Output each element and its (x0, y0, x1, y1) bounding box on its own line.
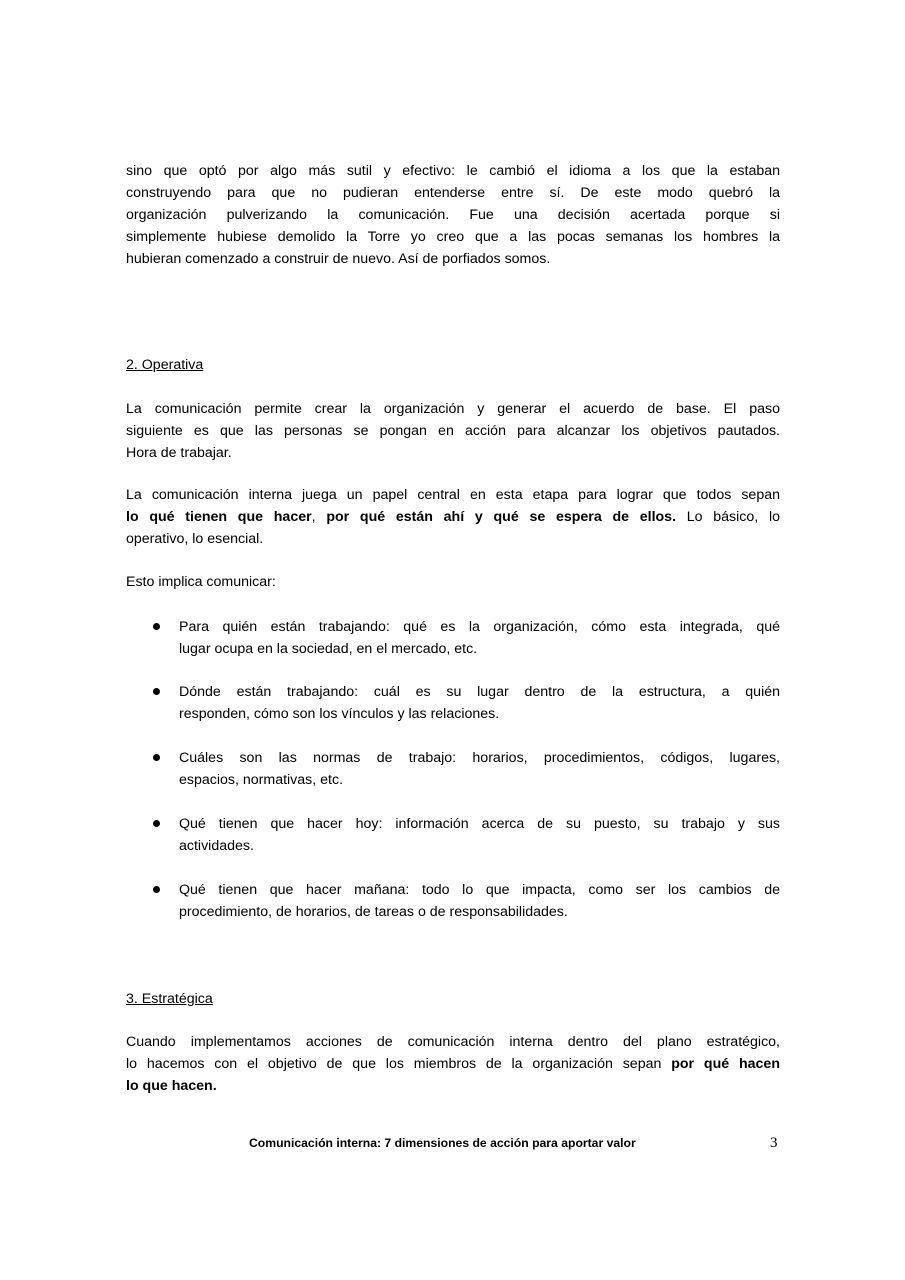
text-line (126, 182, 780, 204)
text-segment: La comunicación permite crear la organización y generar el acuerdo de base. El paso (126, 401, 780, 417)
text-segment: Dónde están trabajando: cuál es su lugar dentro de la estructura, a quién (179, 684, 780, 700)
text-segment: Para quién están trabajando: qué es la organización, cómo esta integrada, qué (179, 619, 780, 635)
text-line (126, 160, 780, 182)
text-line (126, 420, 780, 442)
bold-text: lo qué tienen que hacer (126, 509, 312, 525)
text-line (126, 1053, 780, 1075)
text-segment: simplemente hubiese demolido la Torre yo creo que a las pocas semanas los hombres la (126, 229, 780, 245)
text-segment: Cuando implementamos acciones de comunicación interna dentro del plano estratégico, (126, 1034, 780, 1050)
bullet-icon (153, 623, 160, 630)
text-segment: sino que optó por algo más sutil y efectivo: le cambió el idioma a los que la estaban (126, 163, 780, 179)
text-line (126, 528, 780, 550)
footer-title: Comunicación interna: 7 dimensiones de acción para aportar valor (249, 1136, 636, 1150)
text-segment: procedimiento, de horarios, de tareas o de responsabilidades. (179, 904, 568, 920)
text-segment: construyendo para que no pudieran entenderse entre sí. De este modo quebró la (126, 185, 780, 201)
text-line (126, 1075, 780, 1097)
text-segment: Qué tienen que hacer mañana: todo lo que impacta, como ser los cambios de (179, 882, 780, 898)
text-line (179, 638, 780, 660)
text-line (179, 879, 780, 901)
bullet-item-4 (179, 813, 780, 857)
text-segment: Hora de trabajar. (126, 445, 232, 461)
bold-text: lo que hacen. (126, 1078, 217, 1094)
text-line (179, 616, 780, 638)
text-line (126, 571, 780, 593)
operativa-paragraph-3 (126, 571, 780, 593)
text-segment: Esto implica comunicar: (126, 574, 276, 590)
text-segment: Qué tienen que hacer hoy: información acerca de su puesto, su trabajo y sus (179, 816, 780, 832)
bold-text: por qué hacen (671, 1056, 780, 1072)
text-line (179, 835, 780, 857)
text-segment: hubieran comenzado a construir de nuevo. Así de porfiados somos. (126, 251, 551, 267)
text-line (179, 747, 780, 769)
text-segment: organización pulverizando la comunicación. Fue una decisión acertada porque si (126, 207, 780, 223)
text-line (179, 813, 780, 835)
text-segment: actividades. (179, 838, 254, 854)
text-line (179, 681, 780, 703)
bold-text: por qué están ahí y qué se espera de ellos. (326, 509, 677, 525)
estrategica-paragraph (126, 1031, 780, 1097)
heading-estrategica: 3. Estratégica (126, 991, 213, 1007)
text-segment: siguiente es que las personas se pongan en acción para alcanzar los objetivos pautados. (126, 423, 780, 439)
bullet-icon (153, 820, 160, 827)
bullet-item-3 (179, 747, 780, 791)
text-line (179, 901, 780, 923)
heading-operativa: 2. Operativa (126, 357, 204, 373)
text-segment: operativo, lo esencial. (126, 531, 264, 547)
bullet-item-5 (179, 879, 780, 923)
text-segment: lugar ocupa en la sociedad, en el mercado, etc. (179, 641, 478, 657)
operativa-paragraph-2 (126, 484, 780, 550)
bullet-icon (153, 688, 160, 695)
text-line (126, 442, 780, 464)
text-segment: lo hacemos con el objetivo de que los miembros de la organización sepan (126, 1056, 672, 1072)
text-segment: espacios, normativas, etc. (179, 772, 344, 788)
intro-paragraph (126, 160, 780, 270)
text-line (126, 484, 780, 506)
text-line (126, 1031, 780, 1053)
bullet-item-2 (179, 681, 780, 725)
text-segment: La comunicación interna juega un papel central en esta etapa para lograr que todos sepan (126, 487, 780, 503)
text-segment: Cuáles son las normas de trabajo: horarios, procedimientos, códigos, lugares, (179, 750, 780, 766)
text-segment: responden, cómo son los vínculos y las relaciones. (179, 706, 500, 722)
text-line (126, 248, 780, 270)
text-line (126, 226, 780, 248)
text-line (179, 703, 780, 725)
text-line (126, 506, 780, 528)
text-line (179, 769, 780, 791)
bullet-icon (153, 886, 160, 893)
bullet-icon (153, 754, 160, 761)
operativa-paragraph-1 (126, 398, 780, 464)
text-segment: Lo básico, lo (676, 509, 780, 525)
text-line (126, 398, 780, 420)
page-number: 3 (770, 1135, 778, 1151)
bullet-item-1 (179, 616, 780, 660)
text-segment: , (311, 509, 327, 525)
text-line (126, 204, 780, 226)
